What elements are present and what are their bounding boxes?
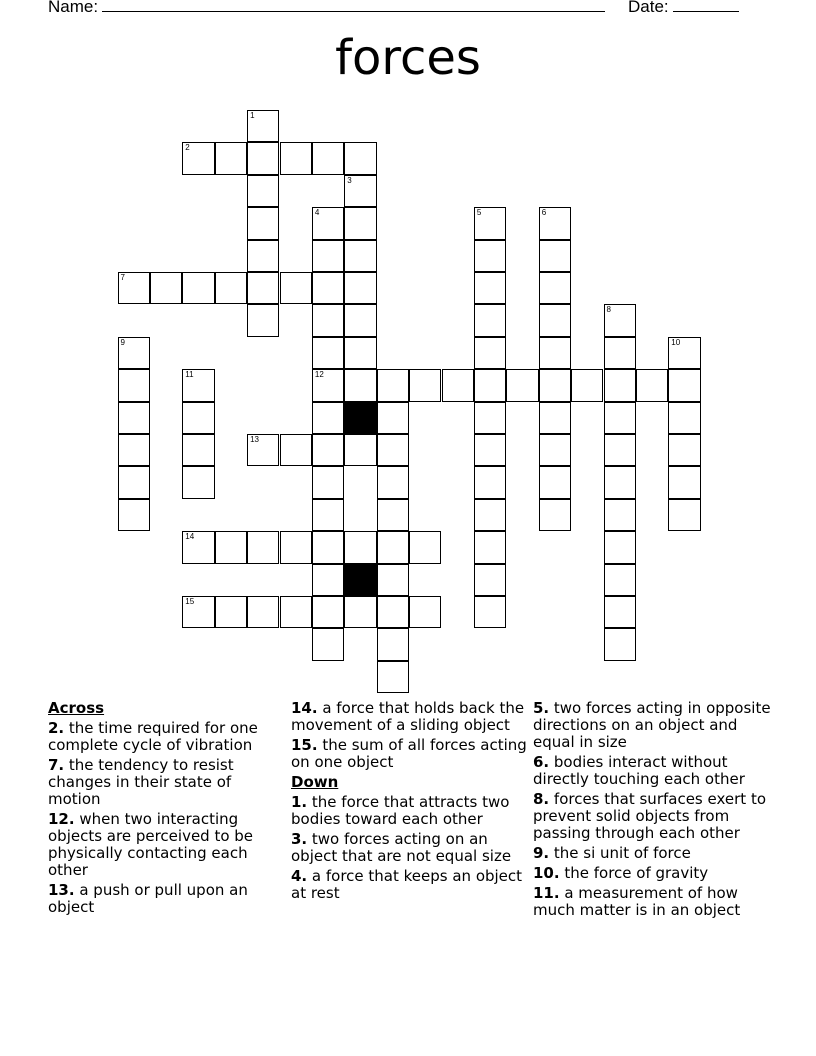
grid-cell[interactable]: [474, 207, 506, 239]
grid-cell[interactable]: [539, 240, 571, 272]
clues-column-1: [48, 700, 280, 919]
grid-cell[interactable]: [539, 466, 571, 498]
grid-cell[interactable]: [344, 207, 376, 239]
clue-number: 6: [541, 208, 547, 218]
grid-cell[interactable]: [539, 207, 571, 239]
grid-cell[interactable]: [280, 142, 312, 174]
grid-cell[interactable]: [604, 531, 636, 563]
grid-cell[interactable]: [377, 402, 409, 434]
grid-cell[interactable]: [474, 337, 506, 369]
clue-item-text: the sum of all forces acting on one object: [291, 736, 527, 771]
clue-item-text: a force that holds back the movement of a sliding object: [291, 699, 525, 734]
down-clues-part-2: [533, 700, 773, 919]
clue-item: [291, 794, 527, 828]
grid-cell[interactable]: [312, 142, 344, 174]
clues-column-3: [533, 700, 773, 922]
clue-item-text: the time required for one complete cycle of vibration: [48, 719, 258, 754]
clue-item-text: two forces acting in opposite directions on an object and equal in size: [533, 699, 771, 751]
grid-cell[interactable]: [312, 499, 344, 531]
clue-item-number: 12.: [48, 810, 75, 828]
grid-cell[interactable]: [604, 564, 636, 596]
grid-cell[interactable]: [182, 466, 214, 498]
grid-cell[interactable]: [604, 337, 636, 369]
clue-number: 8: [606, 305, 611, 315]
grid-cell[interactable]: [506, 369, 538, 401]
clue-item: [291, 868, 527, 902]
grid-cell[interactable]: [312, 596, 344, 628]
clue-item-number: 9.: [533, 844, 550, 862]
grid-cell[interactable]: [150, 272, 182, 304]
grid-cell[interactable]: [604, 369, 636, 401]
grid-cell[interactable]: [312, 434, 344, 466]
clue-item-text: bodies interact without directly touching each other: [533, 753, 745, 788]
clue-item-number: 11.: [533, 884, 560, 902]
clue-number: 5: [476, 208, 482, 218]
grid-cell[interactable]: [377, 531, 409, 563]
grid-cell[interactable]: [118, 369, 150, 401]
grid-cell[interactable]: [377, 434, 409, 466]
clue-item-text: a force that keeps an object at rest: [291, 867, 523, 902]
grid-cell[interactable]: [247, 175, 279, 207]
grid-cell[interactable]: [377, 564, 409, 596]
clue-number: 4: [314, 208, 320, 218]
name-label: Name:: [48, 0, 99, 16]
grid-cell[interactable]: [604, 402, 636, 434]
grid-cell[interactable]: [344, 531, 376, 563]
grid-cell[interactable]: [280, 596, 312, 628]
grid-cell[interactable]: [312, 337, 344, 369]
clue-item: [533, 885, 773, 919]
grid-cell[interactable]: [377, 596, 409, 628]
clue-item-text: two forces acting on an object that are not equal size: [291, 830, 512, 865]
clue-item-text: the tendency to resist changes in their state of motion: [48, 756, 234, 808]
grid-cell[interactable]: [344, 304, 376, 336]
clue-item-number: 5.: [533, 699, 550, 717]
clue-item: [291, 831, 527, 865]
grid-cell[interactable]: [377, 466, 409, 498]
grid-cell[interactable]: [118, 402, 150, 434]
grid-cell[interactable]: [474, 304, 506, 336]
grid-cell[interactable]: [539, 304, 571, 336]
grid-cell[interactable]: [118, 499, 150, 531]
clue-item: [48, 882, 280, 916]
grid-cell[interactable]: [215, 531, 247, 563]
grid-cell[interactable]: [247, 207, 279, 239]
clue-item: [291, 737, 527, 771]
grid-cell[interactable]: [668, 369, 700, 401]
clue-number: 10: [671, 337, 681, 347]
clue-item-text: a push or pull upon an object: [48, 881, 248, 916]
grid-cell[interactable]: [312, 628, 344, 660]
grid-cell[interactable]: [539, 434, 571, 466]
grid-cell[interactable]: [604, 304, 636, 336]
grid-cell[interactable]: [474, 369, 506, 401]
clue-item-number: 4.: [291, 867, 308, 885]
grid-cell[interactable]: [539, 337, 571, 369]
clue-item-text: a measurement of how much matter is in an object: [533, 884, 741, 919]
across-clues-part-1: [48, 720, 280, 916]
page-title: forces: [335, 30, 481, 86]
clue-item-number: 1.: [291, 793, 308, 811]
clue-item: [48, 811, 280, 879]
grid-cell[interactable]: [474, 272, 506, 304]
grid-cell[interactable]: [312, 240, 344, 272]
grid-cell[interactable]: [409, 596, 441, 628]
grid-cell[interactable]: [182, 369, 214, 401]
grid-cell[interactable]: [118, 466, 150, 498]
grid-cell[interactable]: [604, 628, 636, 660]
clue-number: 1: [250, 111, 255, 120]
grid-cell[interactable]: [344, 369, 376, 401]
grid-cell[interactable]: [247, 596, 279, 628]
clue-item: [533, 845, 773, 862]
grid-cell[interactable]: [280, 531, 312, 563]
grid-cell[interactable]: [312, 272, 344, 304]
grid-cell[interactable]: [668, 434, 700, 466]
clue-item-number: 15.: [291, 736, 318, 754]
grid-cell[interactable]: [118, 337, 150, 369]
grid-cell[interactable]: [312, 402, 344, 434]
clue-number: 12: [314, 370, 324, 380]
grid-cell[interactable]: [312, 531, 344, 563]
grid-cell[interactable]: [182, 402, 214, 434]
grid-cell[interactable]: [377, 628, 409, 660]
grid-cell[interactable]: [312, 369, 344, 401]
grid-cell[interactable]: [377, 499, 409, 531]
clue-number: 7: [120, 273, 125, 282]
grid-cell[interactable]: [118, 434, 150, 466]
grid-cell[interactable]: [474, 499, 506, 531]
clue-item-number: 7.: [48, 756, 65, 774]
grid-cell[interactable]: [344, 240, 376, 272]
grid-cell[interactable]: [182, 272, 214, 304]
grid-cell[interactable]: [668, 402, 700, 434]
grid-cell[interactable]: [247, 272, 279, 304]
clue-number: 9: [120, 337, 125, 347]
grid-cell[interactable]: [344, 337, 376, 369]
grid-cell[interactable]: [604, 499, 636, 531]
clue-item-number: 2.: [48, 719, 65, 737]
grid-cell[interactable]: [668, 499, 700, 531]
clue-item-text: the force of gravity: [559, 864, 709, 882]
clue-item-text: the force that attracts two bodies toward each other: [291, 793, 510, 828]
grid-cell[interactable]: [247, 142, 279, 174]
clue-item: [533, 754, 773, 788]
grid-cell[interactable]: [377, 661, 409, 693]
across-clues-part-2: [291, 700, 527, 771]
grid-cell[interactable]: [312, 466, 344, 498]
grid-cell[interactable]: [668, 466, 700, 498]
grid-cell[interactable]: [636, 369, 668, 401]
clue-number: 3: [347, 175, 352, 185]
grid-cell[interactable]: [247, 434, 279, 466]
clue-number: 15: [185, 597, 195, 606]
grid-cell[interactable]: [409, 369, 441, 401]
grid-cell[interactable]: [344, 272, 376, 304]
clue-item: [533, 700, 773, 751]
grid-cell[interactable]: [247, 531, 279, 563]
grid-cell[interactable]: [539, 499, 571, 531]
grid-cell[interactable]: [215, 142, 247, 174]
grid-cell[interactable]: [604, 466, 636, 498]
clue-item: [533, 791, 773, 842]
grid-cell[interactable]: [344, 596, 376, 628]
down-heading: Down: [291, 773, 339, 791]
grid-cell[interactable]: [442, 369, 474, 401]
grid-cell[interactable]: [280, 272, 312, 304]
grid-cell[interactable]: [344, 175, 376, 207]
black-cell: [344, 402, 376, 434]
clue-item-number: 6.: [533, 753, 550, 771]
grid-cell[interactable]: [280, 434, 312, 466]
grid-cell[interactable]: [474, 564, 506, 596]
grid-cell[interactable]: [377, 369, 409, 401]
grid-cell[interactable]: [182, 142, 214, 174]
clue-item-number: 14.: [291, 699, 318, 717]
clue-item-text: the si unit of force: [549, 844, 691, 862]
clue-number: 2: [185, 143, 190, 153]
clue-item: [48, 757, 280, 808]
grid-cell[interactable]: [474, 531, 506, 563]
across-heading: Across: [48, 699, 105, 717]
date-label: Date:: [628, 0, 669, 16]
grid-cell[interactable]: [118, 272, 150, 304]
grid-cell[interactable]: [182, 434, 214, 466]
grid-cell[interactable]: [409, 531, 441, 563]
clue-item-text: forces that surfaces exert to prevent solid objects from passing through each other: [533, 790, 766, 842]
clue-item-number: 8.: [533, 790, 550, 808]
grid-cell[interactable]: [312, 207, 344, 239]
grid-cell[interactable]: [312, 304, 344, 336]
clue-item: [533, 865, 773, 882]
grid-cell[interactable]: [215, 272, 247, 304]
grid-cell[interactable]: [604, 596, 636, 628]
grid-cell[interactable]: [474, 240, 506, 272]
clue-item-number: 3.: [291, 830, 308, 848]
clues-column-2: [291, 700, 527, 905]
black-cell: [344, 564, 376, 596]
clue-item: [291, 700, 527, 734]
grid-cell[interactable]: [604, 434, 636, 466]
grid-cell[interactable]: [474, 402, 506, 434]
grid-cell[interactable]: [474, 466, 506, 498]
clue-item-number: 10.: [533, 864, 560, 882]
grid-cell[interactable]: [247, 110, 279, 142]
clue-item-number: 13.: [48, 881, 75, 899]
grid-cell[interactable]: [182, 531, 214, 563]
grid-cell[interactable]: [182, 596, 214, 628]
clue-number: 14: [185, 532, 195, 542]
grid-cell[interactable]: [247, 304, 279, 336]
grid-cell[interactable]: [539, 369, 571, 401]
grid-cell[interactable]: [344, 142, 376, 174]
grid-cell[interactable]: [215, 596, 247, 628]
grid-cell[interactable]: [571, 369, 603, 401]
down-clues-part-1: [291, 794, 527, 902]
grid-cell[interactable]: [474, 596, 506, 628]
grid-cell[interactable]: [247, 240, 279, 272]
grid-cell[interactable]: [312, 564, 344, 596]
grid-cell[interactable]: [539, 272, 571, 304]
grid-cell[interactable]: [474, 434, 506, 466]
grid-cell[interactable]: [668, 337, 700, 369]
clue-number: 11: [185, 370, 194, 380]
grid-cell[interactable]: [344, 434, 376, 466]
clue-number: 13: [250, 435, 259, 444]
clue-item: [48, 720, 280, 754]
grid-cell[interactable]: [539, 402, 571, 434]
clue-item-text: when two interacting objects are perceived to be physically contacting each other: [48, 810, 254, 879]
